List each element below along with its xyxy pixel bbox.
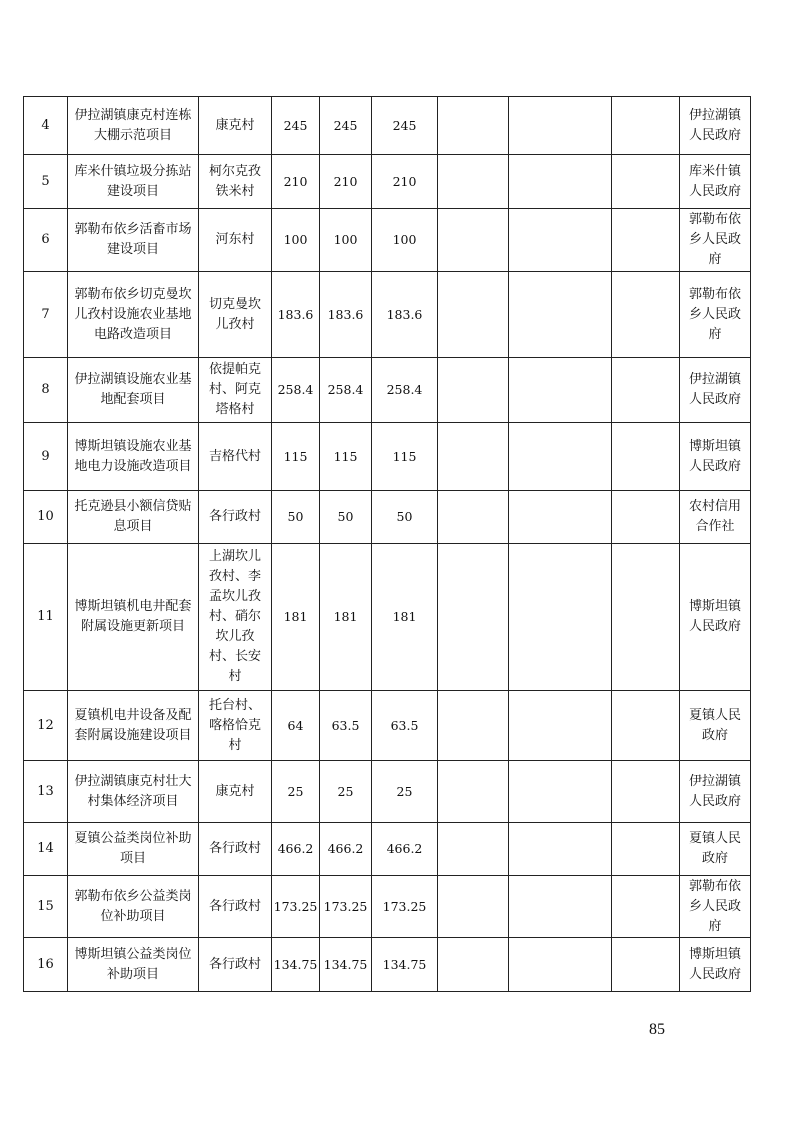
- total-amount: 210: [272, 155, 320, 209]
- fund-amount: 115: [320, 423, 372, 491]
- responsible-unit: 夏镇人民政府: [680, 691, 751, 761]
- total-amount: 258.4: [272, 358, 320, 423]
- responsible-unit: 博斯坦镇人民政府: [680, 544, 751, 691]
- fund-amount-subtotal: 210: [372, 155, 438, 209]
- responsible-unit: 郭勒布依乡人民政府: [680, 876, 751, 938]
- row-number: 11: [24, 544, 68, 691]
- fund-amount-subtotal: 63.5: [372, 691, 438, 761]
- table-row: [24, 823, 751, 876]
- responsible-unit: 库米什镇人民政府: [680, 155, 751, 209]
- table-row: [24, 938, 751, 992]
- empty-cell: [509, 155, 612, 209]
- empty-cell: [612, 691, 680, 761]
- project-name: 伊拉湖镇设施农业基地配套项目: [68, 358, 199, 423]
- project-location: 上湖坎儿孜村、李孟坎儿孜村、硝尔坎儿孜村、长安村: [199, 544, 272, 691]
- fund-amount-subtotal: 115: [372, 423, 438, 491]
- table-row: [24, 761, 751, 823]
- fund-amount: 466.2: [320, 823, 372, 876]
- empty-cell: [612, 491, 680, 544]
- project-location: 托台村、喀格恰克村: [199, 691, 272, 761]
- total-amount: 25: [272, 761, 320, 823]
- total-amount: 466.2: [272, 823, 320, 876]
- empty-cell: [612, 209, 680, 272]
- empty-cell: [509, 97, 612, 155]
- table-row: [24, 209, 751, 272]
- row-number: 13: [24, 761, 68, 823]
- project-name: 博斯坦镇设施农业基地电力设施改造项目: [68, 423, 199, 491]
- empty-cell: [612, 823, 680, 876]
- empty-cell: [438, 938, 509, 992]
- empty-cell: [509, 876, 612, 938]
- fund-amount: 258.4: [320, 358, 372, 423]
- row-number: 4: [24, 97, 68, 155]
- row-number: 9: [24, 423, 68, 491]
- page-number: 85: [649, 1021, 665, 1038]
- empty-cell: [438, 544, 509, 691]
- row-number: 15: [24, 876, 68, 938]
- project-name: 博斯坦镇公益类岗位补助项目: [68, 938, 199, 992]
- project-name: 托克逊县小额信贷贴息项目: [68, 491, 199, 544]
- empty-cell: [438, 97, 509, 155]
- empty-cell: [438, 491, 509, 544]
- total-amount: 100: [272, 209, 320, 272]
- fund-amount: 134.75: [320, 938, 372, 992]
- table-row: [24, 691, 751, 761]
- project-name: 郭勒布依乡公益类岗位补助项目: [68, 876, 199, 938]
- project-location: 各行政村: [199, 876, 272, 938]
- responsible-unit: 郭勒布依乡人民政府: [680, 209, 751, 272]
- fund-amount: 63.5: [320, 691, 372, 761]
- empty-cell: [612, 938, 680, 992]
- empty-cell: [438, 761, 509, 823]
- empty-cell: [612, 155, 680, 209]
- responsible-unit: 夏镇人民政府: [680, 823, 751, 876]
- total-amount: 183.6: [272, 272, 320, 358]
- table-row: [24, 358, 751, 423]
- project-location: 康克村: [199, 97, 272, 155]
- empty-cell: [438, 423, 509, 491]
- total-amount: 50: [272, 491, 320, 544]
- empty-cell: [612, 544, 680, 691]
- empty-cell: [509, 938, 612, 992]
- row-number: 12: [24, 691, 68, 761]
- table-row: [24, 544, 751, 691]
- project-location: 切克曼坎儿孜村: [199, 272, 272, 358]
- project-table-body: [24, 97, 751, 992]
- project-location: 河东村: [199, 209, 272, 272]
- empty-cell: [509, 691, 612, 761]
- project-name: 郭勒布依乡切克曼坎儿孜村设施农业基地电路改造项目: [68, 272, 199, 358]
- empty-cell: [509, 272, 612, 358]
- total-amount: 173.25: [272, 876, 320, 938]
- total-amount: 181: [272, 544, 320, 691]
- row-number: 7: [24, 272, 68, 358]
- table-row: [24, 491, 751, 544]
- total-amount: 64: [272, 691, 320, 761]
- fund-amount-subtotal: 173.25: [372, 876, 438, 938]
- empty-cell: [612, 423, 680, 491]
- fund-amount: 181: [320, 544, 372, 691]
- responsible-unit: 郭勒布依乡人民政府: [680, 272, 751, 358]
- row-number: 10: [24, 491, 68, 544]
- empty-cell: [509, 209, 612, 272]
- project-name: 夏镇公益类岗位补助项目: [68, 823, 199, 876]
- fund-amount: 50: [320, 491, 372, 544]
- empty-cell: [612, 876, 680, 938]
- project-name: 库米什镇垃圾分拣站建设项目: [68, 155, 199, 209]
- table-row: [24, 272, 751, 358]
- empty-cell: [438, 358, 509, 423]
- project-name: 伊拉湖镇康克村连栋大棚示范项目: [68, 97, 199, 155]
- responsible-unit: 博斯坦镇人民政府: [680, 423, 751, 491]
- empty-cell: [612, 761, 680, 823]
- project-location: 柯尔克孜铁米村: [199, 155, 272, 209]
- fund-amount-subtotal: 25: [372, 761, 438, 823]
- empty-cell: [509, 823, 612, 876]
- responsible-unit: 博斯坦镇人民政府: [680, 938, 751, 992]
- project-location: 依提帕克村、阿克塔格村: [199, 358, 272, 423]
- empty-cell: [612, 358, 680, 423]
- project-table: [23, 96, 751, 992]
- fund-amount: 173.25: [320, 876, 372, 938]
- fund-amount: 183.6: [320, 272, 372, 358]
- empty-cell: [438, 691, 509, 761]
- responsible-unit: 伊拉湖镇人民政府: [680, 761, 751, 823]
- fund-amount: 25: [320, 761, 372, 823]
- empty-cell: [612, 97, 680, 155]
- responsible-unit: 农村信用合作社: [680, 491, 751, 544]
- row-number: 6: [24, 209, 68, 272]
- total-amount: 134.75: [272, 938, 320, 992]
- table-row: [24, 876, 751, 938]
- empty-cell: [612, 272, 680, 358]
- fund-amount-subtotal: 134.75: [372, 938, 438, 992]
- empty-cell: [509, 423, 612, 491]
- empty-cell: [509, 358, 612, 423]
- project-name: 博斯坦镇机电井配套附属设施更新项目: [68, 544, 199, 691]
- responsible-unit: 伊拉湖镇人民政府: [680, 97, 751, 155]
- table-row: [24, 155, 751, 209]
- fund-amount-subtotal: 100: [372, 209, 438, 272]
- row-number: 8: [24, 358, 68, 423]
- project-location: 各行政村: [199, 491, 272, 544]
- responsible-unit: 伊拉湖镇人民政府: [680, 358, 751, 423]
- total-amount: 115: [272, 423, 320, 491]
- empty-cell: [509, 491, 612, 544]
- empty-cell: [438, 876, 509, 938]
- empty-cell: [438, 209, 509, 272]
- empty-cell: [438, 155, 509, 209]
- total-amount: 245: [272, 97, 320, 155]
- fund-amount-subtotal: 258.4: [372, 358, 438, 423]
- fund-amount-subtotal: 50: [372, 491, 438, 544]
- fund-amount-subtotal: 466.2: [372, 823, 438, 876]
- project-name: 夏镇机电井设备及配套附属设施建设项目: [68, 691, 199, 761]
- row-number: 16: [24, 938, 68, 992]
- project-location: 康克村: [199, 761, 272, 823]
- project-name: 伊拉湖镇康克村壮大村集体经济项目: [68, 761, 199, 823]
- project-location: 吉格代村: [199, 423, 272, 491]
- empty-cell: [438, 823, 509, 876]
- table-row: [24, 423, 751, 491]
- empty-cell: [438, 272, 509, 358]
- project-name: 郭勒布依乡活畜市场建设项目: [68, 209, 199, 272]
- empty-cell: [509, 761, 612, 823]
- project-location: 各行政村: [199, 823, 272, 876]
- fund-amount: 100: [320, 209, 372, 272]
- empty-cell: [509, 544, 612, 691]
- row-number: 5: [24, 155, 68, 209]
- fund-amount-subtotal: 245: [372, 97, 438, 155]
- fund-amount-subtotal: 181: [372, 544, 438, 691]
- fund-amount: 245: [320, 97, 372, 155]
- fund-amount-subtotal: 183.6: [372, 272, 438, 358]
- table-row: [24, 97, 751, 155]
- row-number: 14: [24, 823, 68, 876]
- project-location: 各行政村: [199, 938, 272, 992]
- fund-amount: 210: [320, 155, 372, 209]
